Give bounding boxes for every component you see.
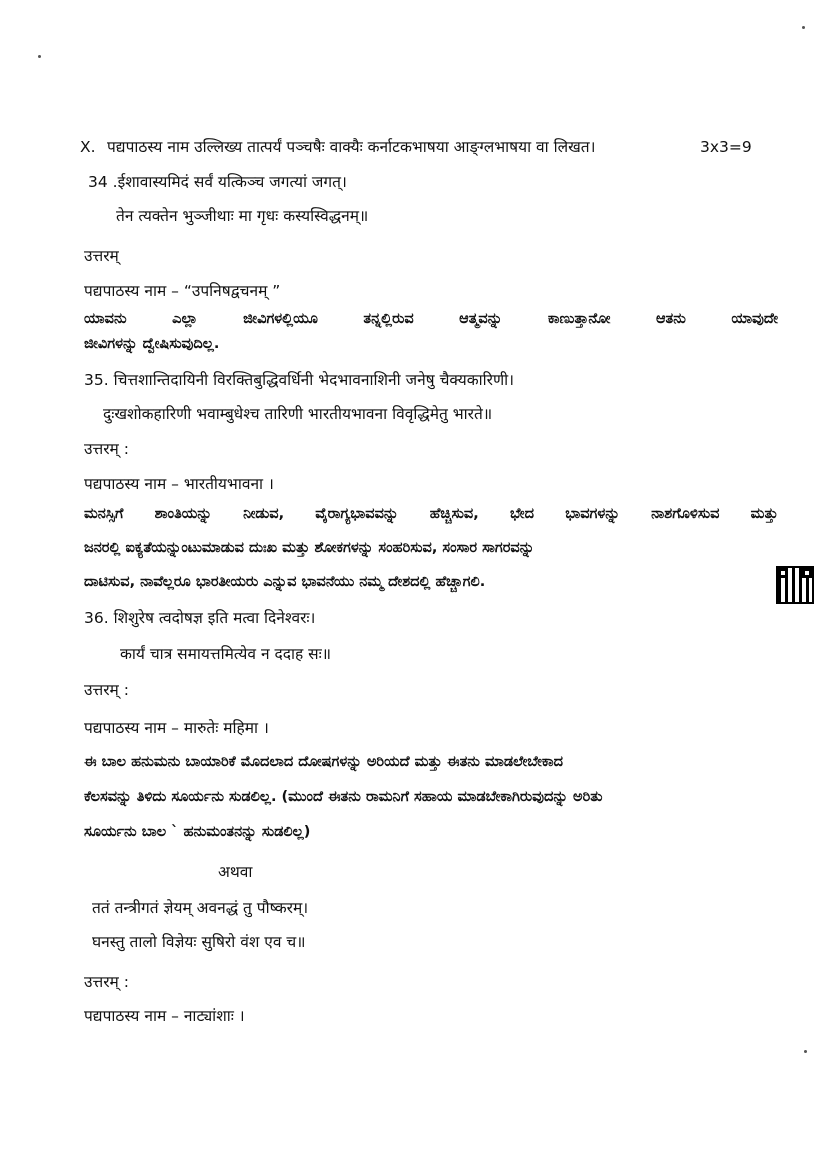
q35-kannada-line-3: ದಾಟಿಸುವ, ನಾವೆಲ್ಲರೂ ಭಾರತೀಯರು ಎನ್ನುವ ಭಾವನೆಯು ನಮ್ಮ ದೇಶದಲ್ಲಿ ಹೆಚ್ಚಾಗಲಿ. xyxy=(84,574,486,590)
q34-verse-line-1: 34 .ईशावास्यमिदं सर्वं यत्किञ्च जगत्यां जगत्। xyxy=(88,173,347,191)
q36-lesson-name: पद्यपाठस्य नाम – मारुतेः महिमा । xyxy=(84,719,269,737)
q35-lesson-name: पद्यपाठस्य नाम – भारतीयभावना । xyxy=(84,475,274,493)
q36-kannada-line-3: ಸೂರ್ಯನು ಬಾಲ ` ಹನುಮಂತನನ್ನು ಸುಡಲಿಲ್ಲ) xyxy=(84,824,311,840)
scan-speck xyxy=(38,55,41,58)
scan-speck xyxy=(802,26,805,29)
q36-verse-line-1: 36. शिशुरेष त्वदोषज्ञ इति मत्वा दिनेश्वरः। xyxy=(84,609,316,627)
scan-speck xyxy=(804,1050,807,1053)
q34-kannada-line-1: ಯಾವನು ಎಲ್ಲಾ ಜೀವಿಗಳಲ್ಲಿಯೂ ತನ್ನಲ್ಲಿರುವ ಆತ್ಮವನ್ನು ಕಾಣುತ್ತಾನೋ ಆತನು ಯಾವುದೇ xyxy=(84,311,778,327)
q35-kannada-line-1: ಮನಸ್ಸಿಗೆ ಶಾಂತಿಯನ್ನು ನೀಡುವ, ವೈರಾಗ್ಯಭಾವವನ್ನು ಹೆಚ್ಚಿಸುವ, ಭೇದ ಭಾವಗಳನ್ನು ನಾಶಗೊಳಿಸುವ ಮತ್ತು xyxy=(84,506,778,522)
q35-kannada-line-2: ಜನರಲ್ಲಿ ಐಕ್ಯತೆಯನ್ನುಂಟುಮಾಡುವ ದುಃಖ ಮತ್ತು ಶೋಕಗಳನ್ನು ಸಂಹರಿಸುವ, ಸಂಸಾರ ಸಾಗರವನ್ನು xyxy=(84,540,535,556)
qr-code xyxy=(776,566,814,604)
or-label: अथवा xyxy=(218,863,253,881)
question-marks: 3x3=9 xyxy=(700,138,752,156)
q35-answer-heading: उत्तरम् : xyxy=(84,440,129,458)
alt-lesson-name: पद्यपाठस्य नाम – नाट्यांशाः । xyxy=(84,1007,245,1025)
q36-kannada-line-1: ಈ ಬಾಲ ಹನುಮನು ಬಾಯಾರಿಕೆ ಮೊದಲಾದ ದೋಷಗಳನ್ನು ಅರಿಯದೆ ಮತ್ತು ಈತನು ಮಾಡಲೇಬೇಕಾದ xyxy=(84,754,563,770)
q36-kannada-line-2: ಕೆಲಸವನ್ನು ತಿಳಿದು ಸೂರ್ಯನು ಸುಡಲಿಲ್ಲ. (ಮುಂದೆ ಈತನು ರಾಮನಿಗೆ ಸಹಾಯ ಮಾಡಬೇಕಾಗಿರುವುದನ್ನು ಅರಿತು xyxy=(84,789,603,805)
alt-verse-line-2: घनस्तु तालो विज्ञेयः सुषिरो वंश एव च॥ xyxy=(92,933,306,951)
q35-verse-line-1: 35. चित्तशान्तिदायिनी विरक्तिबुद्धिवर्धिनी भेदभावनाशिनी जनेषु चैक्यकारिणी। xyxy=(84,371,515,389)
q34-lesson-name: पद्यपाठस्य नाम – “उपनिषद्वचनम् ” xyxy=(84,282,281,300)
alt-answer-heading: उत्तरम् : xyxy=(84,973,129,991)
q34-verse-line-2: तेन त्यक्तेन भुञ्जीथाः मा गृधः कस्यस्विद्धनम्॥ xyxy=(116,207,369,225)
question-instruction: पद्यपाठस्य नाम उल्लिख्य तात्पर्यं पञ्चषैः वाक्यैः कर्नाटकभाषया आङ्ग्लभाषया वा लिखत। xyxy=(107,138,596,156)
q34-answer-heading: उत्तरम् xyxy=(84,247,119,265)
question-label: X. xyxy=(80,138,96,156)
alt-verse-line-1: ततं तन्त्रीगतं ज्ञेयम् अवनद्धं तु पौष्करम्। xyxy=(92,899,309,917)
q36-answer-heading: उत्तरम् : xyxy=(84,681,129,699)
q36-verse-line-2: कार्यं चात्र समायत्तमित्येव न ददाह सः॥ xyxy=(120,645,332,663)
q34-kannada-line-2: ಜೀವಿಗಳನ್ನು ದ್ವೇಷಿಸುವುದಿಲ್ಲ. xyxy=(84,336,220,352)
q35-verse-line-2: दुःखशोकहारिणी भवाम्बुधेश्च तारिणी भारतीयभावना विवृद्धिमेतु भारते॥ xyxy=(103,405,493,423)
